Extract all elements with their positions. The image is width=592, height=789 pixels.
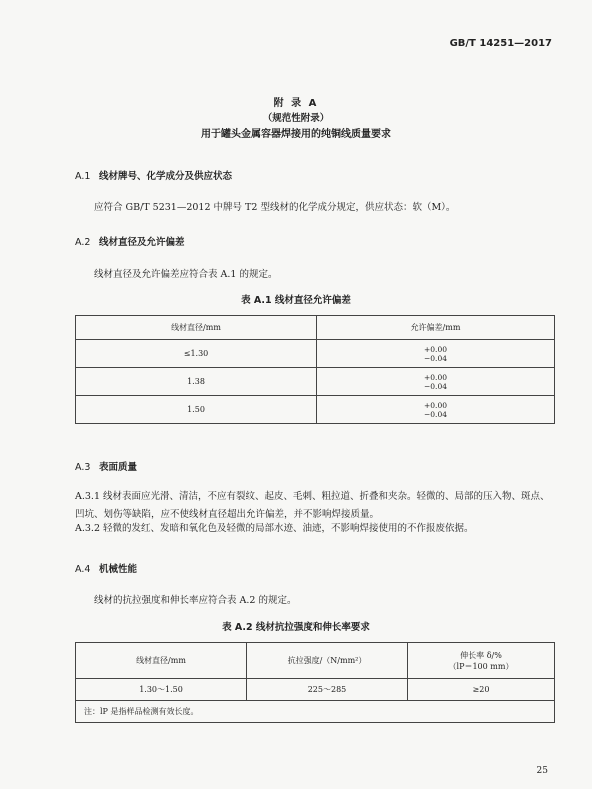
- table-row: [76, 679, 555, 701]
- gauge-length-label: （lP＝100 mm）: [448, 661, 514, 671]
- section-a2-text: 线材直径及允许偏差应符合表 A.1 的规定。: [94, 269, 278, 280]
- diameter-cell: 1.30～1.50: [76, 679, 247, 701]
- section-number: A.4: [75, 564, 91, 575]
- tolerance-plus: +0.00: [424, 400, 447, 410]
- table-a2-caption: 表 A.2 线材抗拉强度和伸长率要求: [222, 622, 370, 633]
- section-a4-heading: [75, 561, 137, 575]
- table-header: 允许偏差/mm: [317, 316, 555, 340]
- elongation-cell: ≥20: [408, 679, 555, 701]
- table-header: 线材直径/mm: [76, 316, 317, 340]
- tolerance-minus: −0.04: [424, 381, 447, 391]
- tolerance-cell: [317, 396, 555, 424]
- diameter-cell: 1.50: [76, 396, 317, 424]
- page-number: 25: [536, 766, 548, 776]
- section-a1-text: 应符合 GB/T 5231—2012 中牌号 T2 型线材的化学成分规定，供应状态：软（M）。: [94, 202, 456, 213]
- section-a1-heading: [75, 168, 232, 182]
- diameter-cell: ≤1.30: [76, 340, 317, 368]
- section-a3-1-text: A.3.1 线材表面应光滑、清洁，不应有裂纹、起皮、毛刺、粗拉道、折叠和夹杂。轻微的、局部的压入物、斑点、凹坑、划伤等缺陷，应不使线材直径超出允许偏差，并不影响焊接质量。: [75, 491, 550, 520]
- diameter-cell: 1.38: [76, 368, 317, 396]
- tolerance-cell: [317, 368, 555, 396]
- section-number: A.3: [75, 462, 91, 473]
- table-note: 注：lP 是指样品检测有效长度。: [76, 701, 555, 723]
- section-title: 表面质量: [99, 462, 138, 473]
- standard-number: GB/T 14251—2017: [449, 38, 552, 49]
- appendix-subtitle: （规范性附录）: [262, 113, 330, 124]
- tolerance-plus: +0.00: [424, 344, 447, 354]
- table-row: [76, 368, 555, 396]
- tolerance-cell: [317, 340, 555, 368]
- table-a1: [75, 315, 555, 424]
- table-header: 线材直径/mm: [76, 643, 247, 679]
- table-row: [76, 396, 555, 424]
- table-header: 抗拉强度/（N/mm²）: [247, 643, 408, 679]
- section-title: 线材直径及允许偏差: [99, 237, 185, 248]
- table-a2: [75, 642, 555, 723]
- section-a2-heading: [75, 234, 185, 248]
- tolerance-plus: +0.00: [424, 372, 447, 382]
- elongation-label: 伸长率 δ/%: [460, 650, 502, 660]
- table-a1-caption: 表 A.1 线材直径允许偏差: [241, 295, 351, 306]
- section-a4-text: 线材的抗拉强度和伸长率应符合表 A.2 的规定。: [94, 595, 297, 606]
- tolerance-minus: −0.04: [424, 353, 447, 363]
- appendix-title: 附 录 A: [273, 98, 319, 109]
- section-a3-2-text: A.3.2 轻微的发红、发暗和氧化色及轻微的局部水迹、油迹，不影响焊接使用的不作报废依据。: [75, 523, 474, 534]
- section-title: 线材牌号、化学成分及供应状态: [99, 171, 233, 182]
- section-title: 机械性能: [99, 564, 138, 575]
- section-number: A.1: [75, 171, 91, 182]
- tensile-strength-cell: 225～285: [247, 679, 408, 701]
- appendix-name: 用于罐头金属容器焊接用的纯铜线质量要求: [201, 129, 391, 140]
- section-a3-heading: [75, 459, 137, 473]
- table-row: [76, 340, 555, 368]
- tolerance-minus: −0.04: [424, 409, 447, 419]
- section-number: A.2: [75, 237, 91, 248]
- table-header: [408, 643, 555, 679]
